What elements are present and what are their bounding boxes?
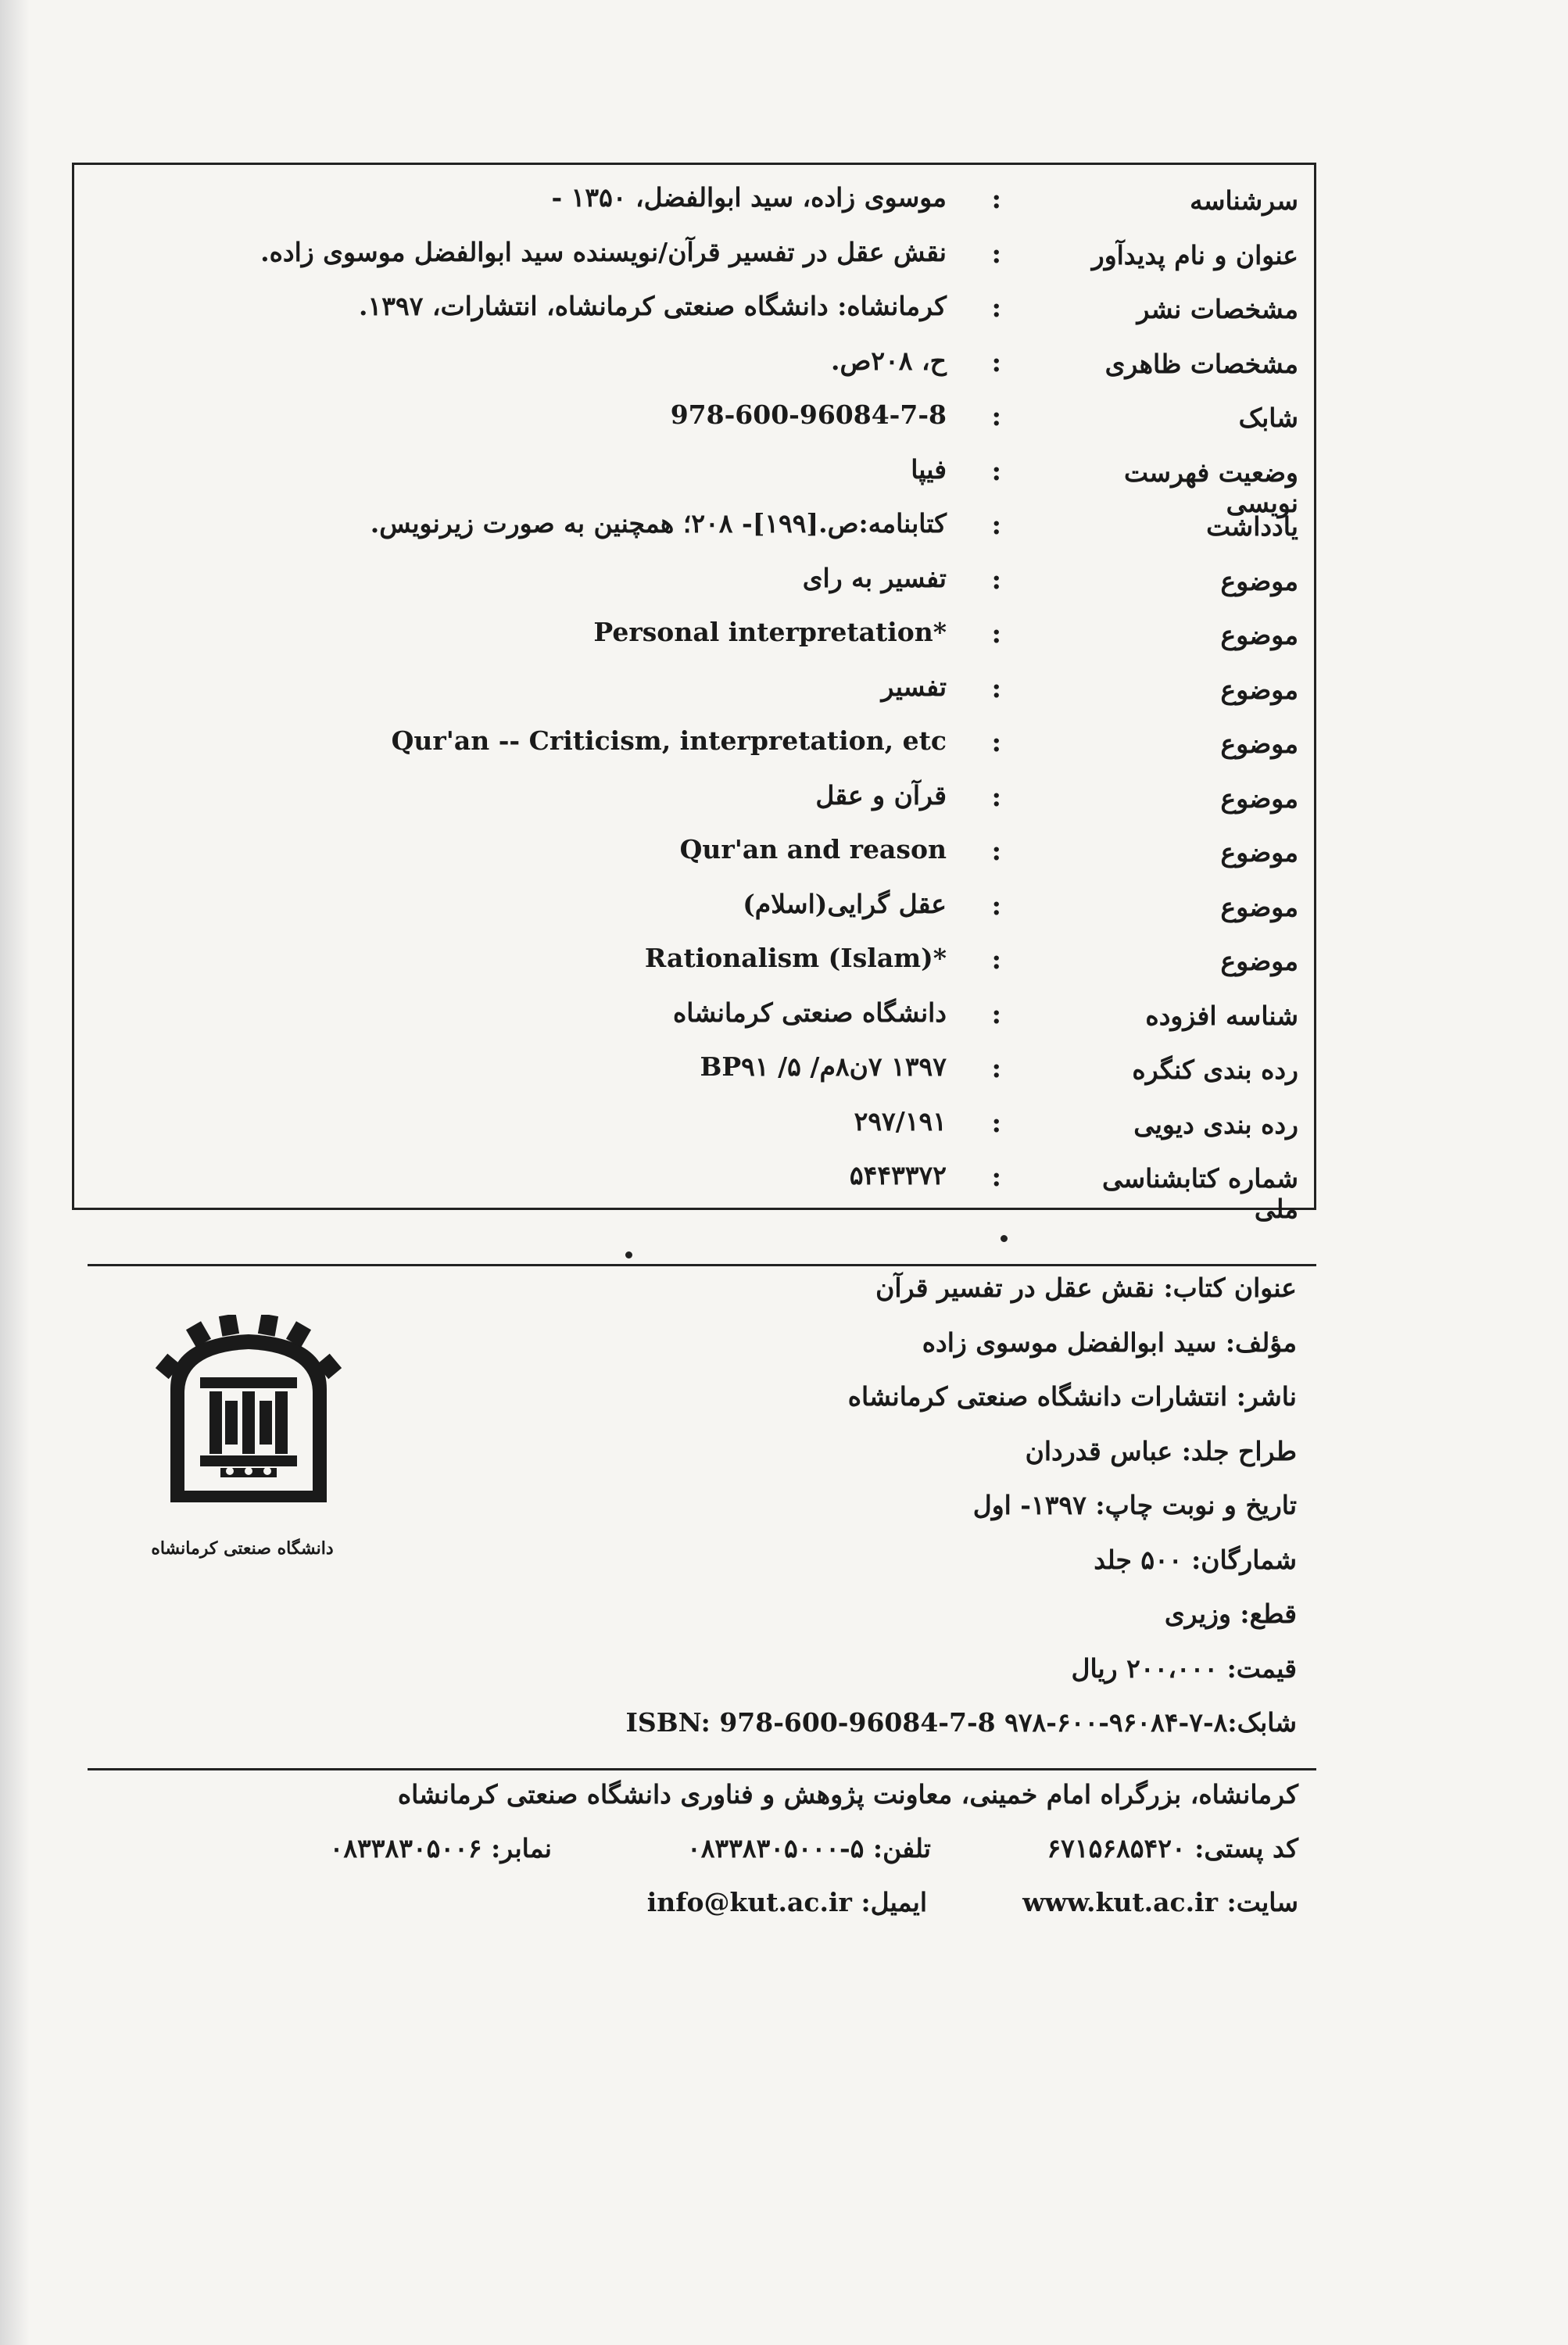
catalog-colon: : [991, 184, 1001, 215]
catalog-row [74, 1048, 1314, 1103]
catalog-colon: : [991, 618, 1001, 650]
catalog-value: قرآن و عقل [815, 779, 947, 811]
catalog-row [74, 288, 1314, 342]
site-label: سایت: [1226, 1887, 1298, 1917]
catalog-row [74, 179, 1314, 234]
separator-dot [1001, 1235, 1008, 1242]
catalog-colon: : [991, 836, 1001, 867]
phone-label: تلفن: [872, 1833, 931, 1863]
footer-site [1022, 1887, 1298, 1917]
catalog-value [87, 617, 947, 647]
catalog-colon: : [991, 998, 1001, 1030]
catalog-row [74, 722, 1314, 777]
catalog-label: موضوع [1220, 782, 1298, 814]
catalog-label: سرشناسه [1190, 185, 1298, 216]
book-info-line: قطع: وزیری [1164, 1599, 1297, 1629]
catalog-colon: : [991, 455, 1001, 487]
catalog-row [74, 505, 1314, 560]
catalog-value: موسوی زاده، سید ابوالفضل، ۱۳۵۰ - [551, 182, 947, 213]
catalog-label: یادداشت [1206, 511, 1298, 542]
catalog-label: موضوع [1220, 946, 1298, 976]
footer-phone [687, 1833, 931, 1863]
catalog-value-text: Personal interpretation* [593, 617, 947, 647]
book-info-line: ناشر: انتشارات دانشگاه صنعتی کرمانشاه [847, 1381, 1297, 1412]
catalog-value: نقش عقل در تفسیر قرآن/نویسنده سید ابوالفضل موسوی زاده. [260, 236, 947, 267]
catalog-label: موضوع [1220, 565, 1298, 596]
catalog-value-text: 978-600-96084-7-8 [670, 399, 947, 430]
catalog-value: ۱۳۹۷ ۷ن۸م/ ۵/ BP۹۱ [700, 1051, 947, 1082]
divider-line [88, 1768, 1316, 1770]
catalog-row [74, 668, 1314, 723]
catalog-value: ۲۹۷/۱۹۱ [854, 1105, 947, 1137]
catalog-label: شناسه افزوده [1145, 1000, 1298, 1031]
catalog-colon: : [991, 1053, 1001, 1084]
catalog-label: وضعیت فهرست نویسی [1124, 456, 1298, 518]
postal-value: ۶۷۱۵۶۸۵۴۲۰ [1047, 1833, 1186, 1863]
catalog-row [74, 234, 1314, 288]
catalog-colon: : [991, 672, 1001, 704]
site-link[interactable]: www.kut.ac.ir [1022, 1887, 1219, 1917]
university-logo-icon [155, 1315, 342, 1518]
email-link[interactable]: info@kut.ac.ir [646, 1887, 852, 1917]
catalog-value [87, 399, 947, 430]
catalog-label: مشخصات ظاهری [1104, 348, 1298, 379]
book-info-line: عنوان کتاب: نقش عقل در تفسیر قرآن [875, 1273, 1297, 1303]
catalog-row [74, 342, 1314, 397]
catalog-row [74, 451, 1314, 518]
catalog-value-text: Qur'an and reason [679, 834, 947, 865]
catalog-value [87, 725, 947, 756]
catalog-row [74, 886, 1314, 940]
footer-email [647, 1887, 927, 1917]
catalog-label: مشخصات نشر [1137, 294, 1298, 324]
catalog-value-text: Rationalism (Islam)* [644, 943, 947, 973]
cataloging-box [72, 163, 1316, 1224]
catalog-label: موضوع [1220, 729, 1298, 759]
catalog-colon: : [991, 1107, 1001, 1139]
catalog-value: تفسیر [881, 671, 947, 702]
catalog-value-text: Qur'an -- Criticism, interpretation, etc [391, 725, 947, 756]
catalog-row [74, 994, 1314, 1049]
catalog-row [74, 777, 1314, 832]
catalog-colon: : [991, 346, 1001, 378]
catalog-value: کرمانشاه: دانشگاه صنعتی کرمانشاه، انتشارات، ۱۳۹۷. [359, 291, 947, 321]
catalog-value [87, 834, 947, 865]
catalog-value: ۵۴۴۳۳۷۲ [849, 1160, 947, 1190]
catalog-label: رده بندی کنگره [1132, 1054, 1298, 1085]
catalog-row [74, 940, 1314, 994]
catalog-value: تفسیر به رای [802, 562, 947, 593]
catalog-label: موضوع [1220, 674, 1298, 705]
catalog-label: شابک [1238, 403, 1298, 433]
book-info-line: مؤلف: سید ابوالفضل موسوی زاده [922, 1326, 1297, 1358]
catalog-row [74, 396, 1314, 451]
book-info-line: تاریخ و نوبت چاپ: ۱۳۹۷- اول [972, 1490, 1297, 1520]
catalog-row [74, 1103, 1314, 1158]
separator-dot [625, 1251, 632, 1258]
book-info-line: شابک:۸-۷-۹۶۰۸۴-۶۰۰-۹۷۸ ISBN: 978-600-96084-7-8 [625, 1707, 1297, 1738]
catalog-label: موضوع [1220, 837, 1298, 868]
catalog-colon: : [991, 944, 1001, 976]
catalog-label: موضوع [1220, 620, 1298, 650]
catalog-value [87, 943, 947, 973]
catalog-row [74, 560, 1314, 614]
footer-fax [330, 1833, 552, 1863]
catalog-colon: : [991, 727, 1001, 758]
logo-caption: دانشگاه صنعتی کرمانشاه [151, 1538, 334, 1559]
postal-label: کد پستی: [1194, 1833, 1298, 1863]
catalog-row [74, 614, 1314, 668]
footer-address: کرمانشاه، بزرگراه امام خمینی، معاونت پژوهش و فناوری دانشگاه صنعتی کرمانشاه [397, 1779, 1298, 1810]
fax-label: نمابر: [491, 1833, 552, 1863]
footer-postal [1047, 1833, 1298, 1863]
catalog-value: فیپا [911, 453, 947, 485]
catalog-colon: : [991, 1162, 1001, 1193]
catalog-label: شماره کتابشناسی ملی [1101, 1163, 1298, 1224]
catalog-row [74, 831, 1314, 886]
phone-value: ۵-۰۸۳۳۸۳۰۵۰۰۰ [686, 1833, 865, 1863]
catalog-colon: : [991, 781, 1001, 813]
email-label: ایمیل: [861, 1887, 927, 1917]
catalog-label: رده بندی دیویی [1133, 1108, 1298, 1140]
catalog-value: ح، ۲۰۸ص. [830, 345, 947, 376]
catalog-value: دانشگاه صنعتی کرمانشاه [672, 997, 947, 1028]
catalog-colon: : [991, 890, 1001, 922]
book-info-line: قیمت: ۲۰۰،۰۰۰ ریال [1071, 1652, 1297, 1684]
book-info-line: طراح جلد: عباس قدردان [1025, 1435, 1297, 1466]
divider-line [88, 1264, 1316, 1266]
catalog-row [74, 1157, 1314, 1224]
catalog-value: کتابنامه:ص.[۱۹۹]- ۲۰۸؛ همچنین به صورت زیرنویس. [370, 508, 947, 539]
catalog-label: موضوع [1220, 891, 1298, 922]
page-edge-shadow [0, 0, 30, 2345]
catalog-label: عنوان و نام پدیدآور [1091, 239, 1298, 270]
catalog-colon: : [991, 238, 1001, 270]
catalog-colon: : [991, 510, 1001, 541]
catalog-colon: : [991, 564, 1001, 596]
catalog-colon: : [991, 401, 1001, 432]
book-info-line: شمارگان: ۵۰۰ جلد [1094, 1544, 1297, 1575]
fax-value: ۰۸۳۳۸۳۰۵۰۰۶ [329, 1833, 482, 1863]
catalog-value: عقل گرایی(اسلام) [743, 888, 947, 919]
catalog-colon: : [991, 292, 1001, 324]
